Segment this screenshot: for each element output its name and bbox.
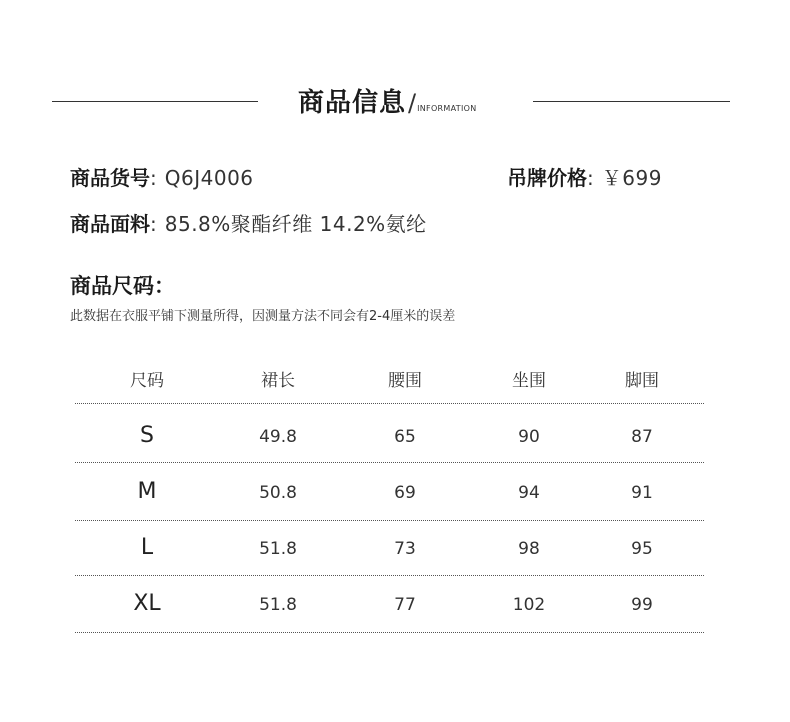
row-m-hem: 91 <box>631 483 653 503</box>
header-waist: 腰围 <box>388 371 422 391</box>
table-divider <box>75 632 704 633</box>
header-rule-right <box>533 101 730 102</box>
title-main: 商品信息 <box>298 88 407 118</box>
header-hem: 脚围 <box>625 371 659 391</box>
product-code-row <box>70 162 254 191</box>
row-xl-hip: 102 <box>512 595 546 615</box>
table-divider <box>75 575 704 576</box>
product-code-sep: : <box>150 166 157 190</box>
header-rule-left <box>52 101 258 102</box>
fabric-value: 85.8%聚酯纤维 14.2%氨纶 <box>164 212 427 236</box>
price-label: 吊牌价格 <box>507 166 587 190</box>
row-l-length: 51.8 <box>259 539 297 559</box>
title-slash: / <box>408 89 417 117</box>
fabric-row <box>70 208 427 237</box>
page-title <box>298 82 477 119</box>
row-m-hip: 94 <box>518 483 540 503</box>
row-xl-length: 51.8 <box>259 595 297 615</box>
table-divider <box>75 462 704 463</box>
row-xl-waist: 77 <box>394 595 416 615</box>
row-m-length: 50.8 <box>259 483 297 503</box>
row-m-waist: 69 <box>394 483 416 503</box>
price-sep: : <box>587 166 594 190</box>
row-l-size: L <box>140 535 154 560</box>
row-s-hem: 87 <box>631 427 653 447</box>
size-section-note: 此数据在衣服平铺下测量所得，因测量方法不同会有2-4厘米的误差 <box>70 309 456 324</box>
row-l-waist: 73 <box>394 539 416 559</box>
header-hip: 坐围 <box>512 371 546 391</box>
header-size: 尺码 <box>130 371 164 391</box>
row-xl-hem: 99 <box>631 595 653 615</box>
price-value: ￥699 <box>601 166 662 190</box>
header-length: 裙长 <box>261 371 295 391</box>
fabric-label: 商品面料 <box>70 212 150 236</box>
table-divider <box>75 403 704 404</box>
product-code-value: Q6J4006 <box>164 166 254 190</box>
price-row <box>507 162 662 191</box>
table-divider <box>75 520 704 521</box>
row-l-hip: 98 <box>518 539 540 559</box>
row-s-size: S <box>140 423 154 448</box>
row-s-hip: 90 <box>518 427 540 447</box>
title-subtitle: INFORMATION <box>417 104 477 113</box>
row-l-hem: 95 <box>631 539 653 559</box>
size-section-title: 商品尺码： <box>70 274 175 298</box>
row-xl-size: XL <box>133 591 161 616</box>
row-s-length: 49.8 <box>259 427 297 447</box>
row-m-size: M <box>137 479 157 504</box>
row-s-waist: 65 <box>394 427 416 447</box>
product-code-label: 商品货号 <box>70 166 150 190</box>
fabric-sep: : <box>150 212 157 236</box>
